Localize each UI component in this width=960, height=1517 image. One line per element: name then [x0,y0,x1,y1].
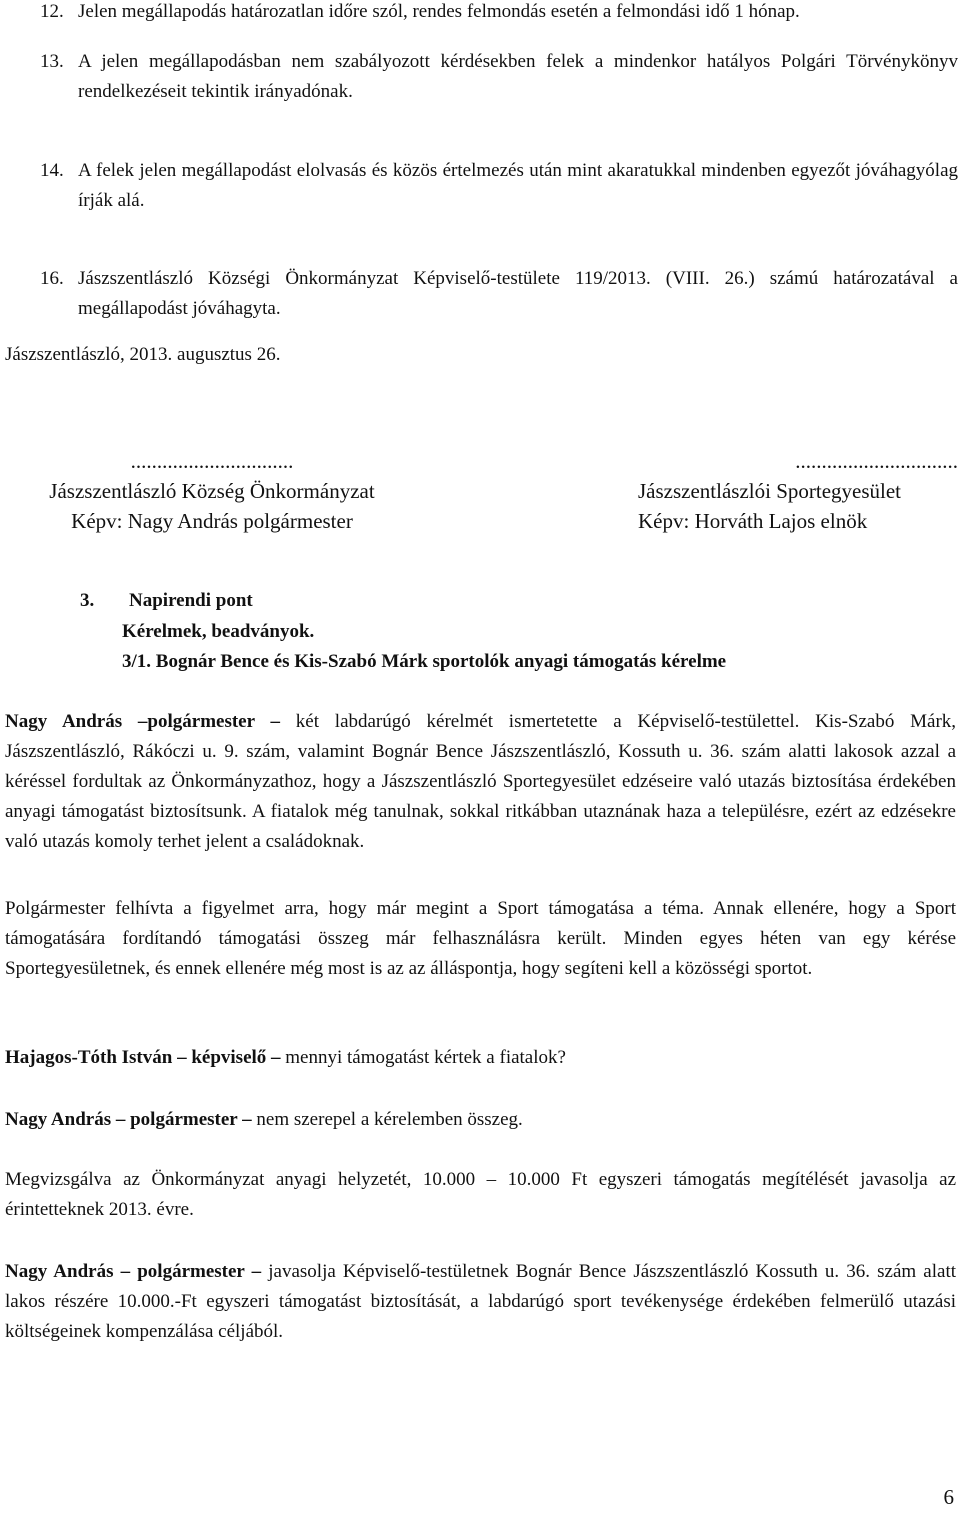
paragraph-1 [5,707,956,857]
clause-16 [40,264,958,324]
paragraph-6 [5,1257,956,1347]
agenda-sub-title: Bognár Bence és Kis-Szabó Márk sportolók anyagi támogatás kérelme [155,651,727,672]
clause-text: A jelen megállapodásban nem szabályozott kérdésekben felek a mindenkor hatályos Polgári Törvénykönyv rendelkezéseit tekintik irányadónak. [78,51,958,102]
agenda-title: Napirendi pont [129,590,253,611]
paragraph-text: mennyi támogatást kértek a fiatalok? [285,1047,566,1068]
speaker: Nagy András – polgármester – [5,1109,252,1130]
clause-text: A felek jelen megállapodást elolvasás és közös értelmezés után mint akaratukkal mindenben egyezőt jóváhagyólag írják alá. [78,160,958,211]
paragraph-2 [5,894,956,984]
agenda-item-title [122,647,726,677]
signature-dots: ............................... [795,449,958,473]
paragraph-text: Polgármester felhívta a figyelmet arra, hogy már megint a Sport támogatása a téma. Annak ellenére, hogy a Sport támogatására fordítandó támogatási összeg már felhasználásra került. Minden egyes héten van egy kérése Sportegyesületnek, és ennek ellenére még most is az az álláspontja, hogy segíteni kell a közösségi sportot. [5,898,956,979]
signature-left [40,446,384,536]
clause-number: 13. [40,51,64,72]
speaker: Hajagos-Tóth István – képviselő – [5,1047,281,1068]
signature-rep: Képv: Nagy András polgármester [71,509,353,533]
clause-14 [40,156,958,216]
signature-org: Jászszentlászlói Sportegyesület [638,479,902,503]
speaker: Nagy András –polgármester – [5,711,280,732]
signature-org: Jászszentlászló Község Önkormányzat [49,479,375,503]
paragraph-3 [5,1043,956,1073]
signature-right [630,446,958,536]
agenda-number: 3. [80,590,95,611]
paragraph-text: javasolja Képviselő-testületnek Bognár Bence Jászszentlászló Kossuth u. 36. szám alatt lakos részére 10.000.-Ft egyszeri támogatást biztosítását, a labdarúgó sport tevékenysége érdekében felmerülő utazási költségeinek kompenzálása céljából. [5,1261,956,1342]
clause-text: Jelen megállapodás határozatlan időre szól, rendes felmondás esetén a felmondási idő 1 hónap. [78,1,800,22]
paragraph-text: Megvizsgálva az Önkormányzat anyagi helyzetét, 10.000 – 10.000 Ft egyszeri támogatás megítélését javasolja az érintetteknek 2013. évre. [5,1169,956,1220]
paragraph-5 [5,1165,956,1225]
clause-number: 14. [40,160,64,181]
date-line: Jászszentlászló, 2013. augusztus 26. [5,344,281,365]
speaker: Nagy András – polgármester – [5,1261,262,1282]
clause-13 [40,47,958,107]
signature-dots: ............................... [130,449,294,473]
signature-rep: Képv: Horváth Lajos elnök [638,509,868,533]
clause-text: Jászszentlászló Községi Önkormányzat Képviselő-testülete 119/2013. (VIII. 26.) számú határozatával a megállapodást jóváhagyta. [78,268,958,319]
clause-12 [40,0,958,27]
paragraph-4 [5,1105,956,1135]
clause-number: 12. [40,1,64,22]
page-number: 6 [943,1485,954,1509]
clause-number: 16. [40,268,64,289]
agenda-sub-number: 3/1. [122,651,152,672]
paragraph-text: két labdarúgó kérelmét ismertetette a Képviselő-testülettel. Kis-Szabó Márk, Jászszentlászló, Rákóczi u. 9. szám, valamint Bognár Bence Jászszentlászló, Kossuth u. 36. szám alatti lakosok azzal a kéréssel fordultak az Önkormányzathoz, hogy a Jászszentlászló Sportegyesület edzéseire való utazás biztosítása érdekében anyagi támogatást biztosítsunk. A fiatalok még tanulnak, sokkal ritkábban utaznának haza a településre, ezért az edzésekre való utazás komoly terhet jelent a családoknak. [5,711,957,852]
paragraph-text: nem szerepel a kérelemben összeg. [256,1109,523,1130]
agenda-subtitle: Kérelmek, beadványok. [122,621,315,642]
